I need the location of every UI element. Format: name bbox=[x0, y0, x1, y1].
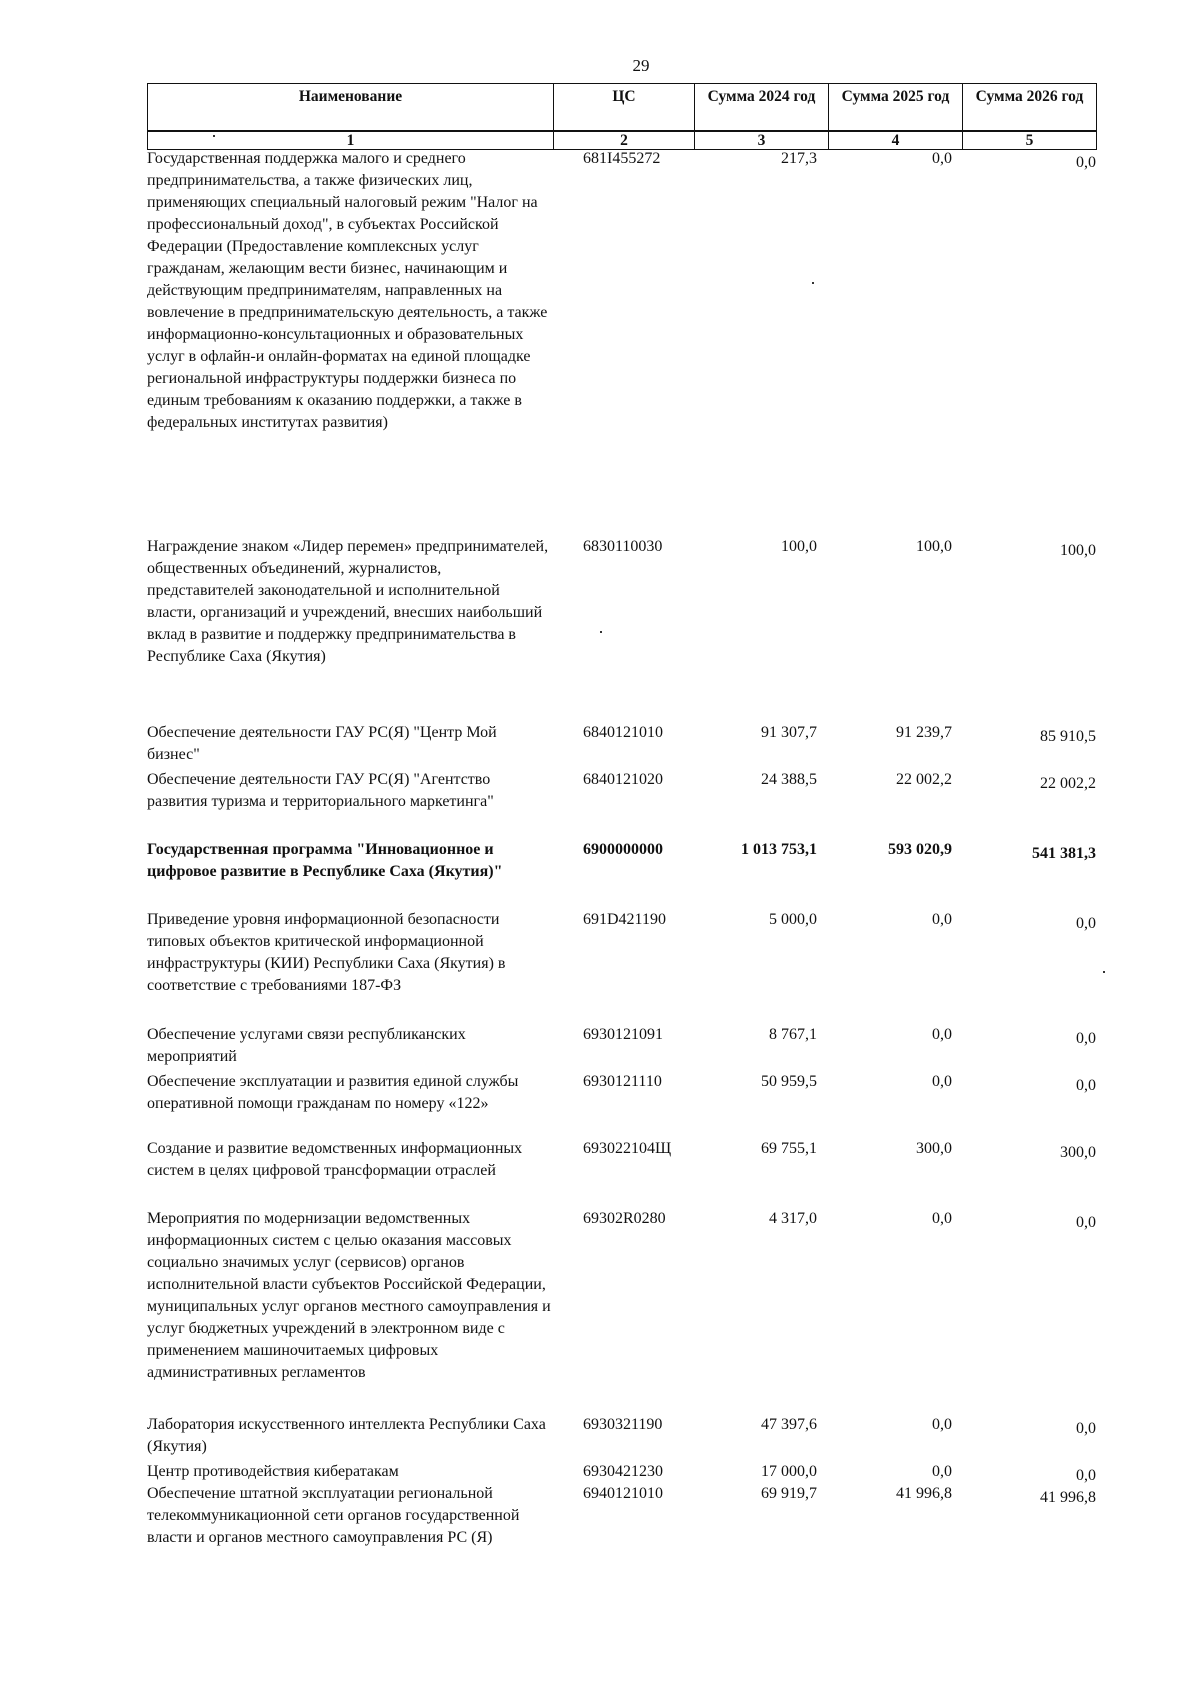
column-header-name: Наименование bbox=[148, 84, 554, 132]
row-sum-2025: 0,0 bbox=[932, 1073, 952, 1090]
row-sum-2026: 0,0 bbox=[1076, 1420, 1096, 1437]
row-cs-code: 69302R0280 bbox=[583, 1210, 666, 1227]
row-sum-2026: 0,0 bbox=[1076, 915, 1096, 932]
row-sum-2026: 0,0 bbox=[1076, 1467, 1096, 1484]
row-sum-2025: 0,0 bbox=[932, 150, 952, 167]
row-sum-2025: 100,0 bbox=[916, 538, 952, 555]
row-name: Награждение знаком «Лидер перемен» предпринимателей, общественных объединений, журналистов, представителей законодательной и исполнительной власти, организаций и учреждений, внесших наибольший вклад в развитие и поддержку предпринимательства в Республике Саха (Якутия) bbox=[147, 538, 549, 665]
row-sum-2026: 22 002,2 bbox=[1040, 775, 1096, 792]
page-number: 29 bbox=[632, 56, 650, 75]
row-cs-code: 6930421230 bbox=[583, 1463, 663, 1480]
row-name: Обеспечение услугами связи республиканских мероприятий bbox=[147, 1026, 466, 1065]
row-sum-2026: 100,0 bbox=[1060, 542, 1096, 559]
scan-dot bbox=[213, 135, 215, 137]
row-name: Обеспечение деятельности ГАУ РС(Я) "Агентство развития туризма и территориального маркетинга" bbox=[147, 771, 494, 810]
row-sum-2025: 22 002,2 bbox=[896, 771, 952, 788]
row-sum-2024: 1 013 753,1 bbox=[741, 841, 817, 858]
row-sum-2026: 0,0 bbox=[1076, 1077, 1096, 1094]
table-row bbox=[147, 1483, 1096, 1553]
row-sum-2026: 85 910,5 bbox=[1040, 728, 1096, 745]
row-sum-2024: 69 919,7 bbox=[761, 1485, 817, 1502]
row-sum-2025: 0,0 bbox=[932, 1463, 952, 1480]
row-sum-2024: 24 388,5 bbox=[761, 771, 817, 788]
row-cs-code: 6900000000 bbox=[583, 841, 663, 858]
scan-dot bbox=[1103, 971, 1105, 973]
row-name: Государственная программа "Инновационное и цифровое развитие в Республике Саха (Якутия)" bbox=[147, 841, 503, 880]
row-sum-2025: 91 239,7 bbox=[896, 724, 952, 741]
table-row bbox=[147, 722, 1096, 769]
row-sum-2026: 300,0 bbox=[1060, 1144, 1096, 1161]
table-row bbox=[147, 769, 1096, 839]
row-name: Центр противодействия кибератакам bbox=[147, 1463, 399, 1480]
column-number-3: 3 bbox=[695, 131, 829, 150]
row-cs-code: 6830110030 bbox=[583, 538, 663, 555]
table-body bbox=[147, 148, 1096, 1553]
row-name: Лаборатория искусственного интеллекта Республики Саха (Якутия) bbox=[147, 1416, 546, 1455]
row-sum-2026: 0,0 bbox=[1076, 1214, 1096, 1231]
row-sum-2025: 0,0 bbox=[932, 911, 952, 928]
column-number-4: 4 bbox=[829, 131, 963, 150]
row-sum-2026: 41 996,8 bbox=[1040, 1489, 1096, 1506]
scan-dot bbox=[812, 282, 814, 284]
table-row bbox=[147, 1414, 1096, 1461]
row-cs-code: 681I455272 bbox=[583, 150, 661, 167]
row-sum-2026: 0,0 bbox=[1076, 154, 1096, 171]
row-sum-2024: 47 397,6 bbox=[761, 1416, 817, 1433]
table-row bbox=[147, 148, 1096, 536]
row-sum-2025: 0,0 bbox=[932, 1416, 952, 1433]
row-cs-code: 6840121020 bbox=[583, 771, 663, 788]
table-row bbox=[147, 1024, 1096, 1071]
column-header-2026: Сумма 2026 год bbox=[963, 84, 1097, 132]
table-row bbox=[147, 909, 1096, 1024]
row-sum-2024: 4 317,0 bbox=[769, 1210, 817, 1227]
row-name: Обеспечение штатной эксплуатации региональной телекоммуникационной сети органов государственной власти и органов местного самоуправления РС (Я) bbox=[147, 1485, 520, 1546]
column-number-5: 5 bbox=[963, 131, 1097, 150]
table-header bbox=[147, 83, 1097, 150]
column-header-2025: Сумма 2025 год bbox=[829, 84, 963, 132]
row-cs-code: 6930121110 bbox=[583, 1073, 662, 1090]
row-sum-2025: 0,0 bbox=[932, 1210, 952, 1227]
row-cs-code: 6930321190 bbox=[583, 1416, 663, 1433]
row-sum-2024: 5 000,0 bbox=[769, 911, 817, 928]
row-cs-code: 6940121010 bbox=[583, 1485, 663, 1502]
row-cs-code: 691D421190 bbox=[583, 911, 666, 928]
row-name: Обеспечение деятельности ГАУ РС(Я) "Центр Мой бизнес" bbox=[147, 724, 497, 763]
row-sum-2025: 0,0 bbox=[932, 1026, 952, 1043]
row-cs-code: 693022104Щ bbox=[583, 1140, 672, 1157]
table-row bbox=[147, 1461, 1096, 1483]
row-sum-2024: 8 767,1 bbox=[769, 1026, 817, 1043]
row-name: Мероприятия по модернизации ведомственных информационных систем с целью оказания массовых социально значимых услуг (сервисов) органов исполнительной власти субъектов Российской Федерации, муниципальных услуг органов местного самоуправления и услуг бюджетных учреждений в электронном виде с применением машиночитаемых цифровых административных регламентов bbox=[147, 1210, 551, 1381]
row-sum-2025: 300,0 bbox=[916, 1140, 952, 1157]
table-row bbox=[147, 1138, 1096, 1208]
row-sum-2024: 50 959,5 bbox=[761, 1073, 817, 1090]
row-sum-2026: 541 381,3 bbox=[1032, 845, 1096, 862]
column-number-2: 2 bbox=[554, 131, 695, 150]
table-row bbox=[147, 1071, 1096, 1138]
row-name: Приведение уровня информационной безопасности типовых объектов критической информационной инфраструктуры (КИИ) Республики Саха (Якутия) в соответствие с требованиями 187-ФЗ bbox=[147, 911, 506, 994]
row-sum-2024: 91 307,7 bbox=[761, 724, 817, 741]
row-sum-2025: 593 020,9 bbox=[888, 841, 952, 858]
column-number-1: 1 bbox=[148, 131, 554, 150]
scan-dot bbox=[600, 631, 602, 633]
table-row-program bbox=[147, 839, 1096, 909]
row-name: Создание и развитие ведомственных информационных систем в целях цифровой трансформации отраслей bbox=[147, 1140, 523, 1179]
table-row bbox=[147, 1208, 1096, 1414]
row-sum-2024: 17 000,0 bbox=[761, 1463, 817, 1480]
row-cs-code: 6840121010 bbox=[583, 724, 663, 741]
column-header-2024: Сумма 2024 год bbox=[695, 84, 829, 132]
row-sum-2024: 217,3 bbox=[781, 150, 817, 167]
table-row bbox=[147, 536, 1096, 722]
column-header-cs: ЦС bbox=[554, 84, 695, 132]
row-sum-2024: 69 755,1 bbox=[761, 1140, 817, 1157]
row-name: Государственная поддержка малого и среднего предпринимательства, а также физических лиц, применяющих специальный налоговый режим "Налог на профессиональный доход", в субъектах Российской Федерации (Предоставление комплексных услуг гражданам, желающим вести бизнес, начинающим и действующим предпринимателям, направленных на вовлечение в предпринимательскую деятельность, а также информационно-консультационных и образовательных услуг в офлайн-и онлайн-форматах на единой площадке региональной инфраструктуры поддержки бизнеса по единым требованиям к оказанию поддержки, а также в федеральных институтах развития) bbox=[147, 150, 548, 431]
row-cs-code: 6930121091 bbox=[583, 1026, 663, 1043]
row-name: Обеспечение эксплуатации и развития единой службы оперативной помощи гражданам по номеру «122» bbox=[147, 1073, 519, 1112]
row-sum-2024: 100,0 bbox=[781, 538, 817, 555]
row-sum-2026: 0,0 bbox=[1076, 1030, 1096, 1047]
row-sum-2025: 41 996,8 bbox=[896, 1485, 952, 1502]
